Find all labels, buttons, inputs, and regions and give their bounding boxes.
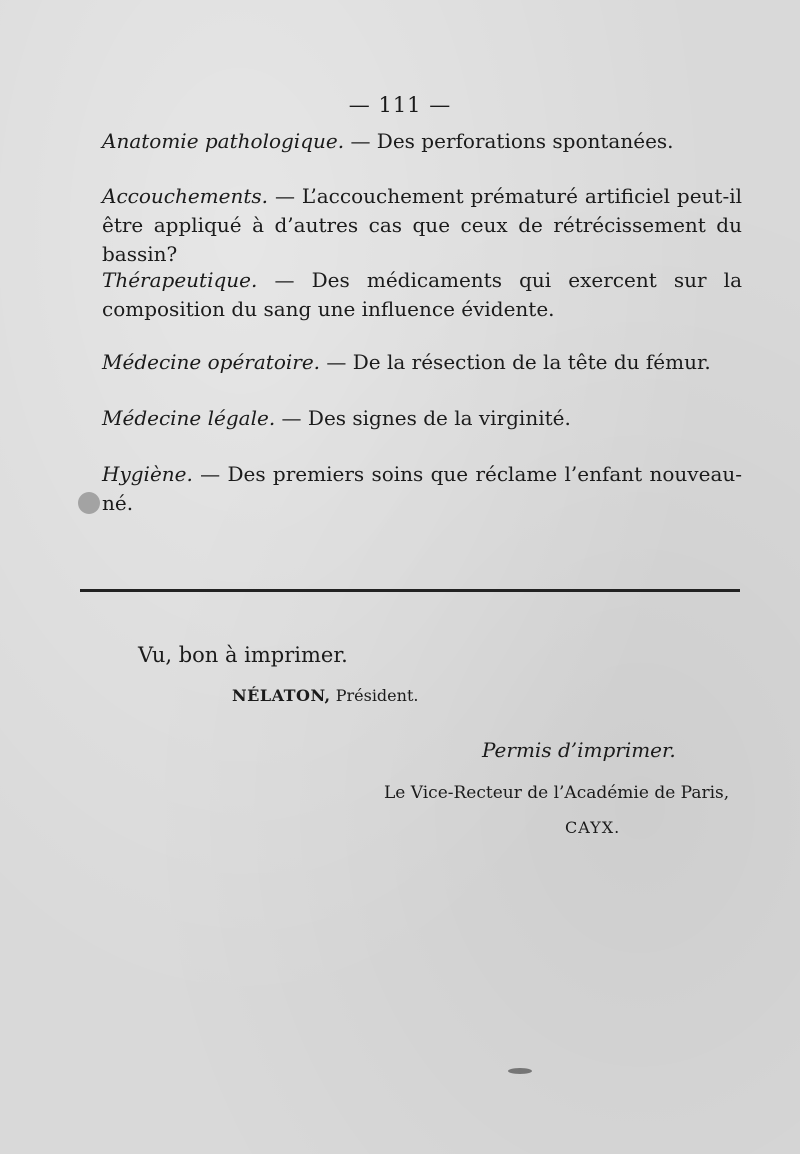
- entry-therapeutique: [78, 266, 742, 324]
- entry-medecine-operatoire: [78, 348, 742, 377]
- president-name: NÉLATON,: [232, 686, 331, 705]
- entry-medecine-legale: [78, 404, 742, 433]
- entry-text: — Des premiers soins que réclame l’enfant nouveau-né.: [102, 462, 742, 515]
- entry-topic: Accouchements.: [102, 184, 269, 208]
- horizontal-rule: [80, 589, 740, 592]
- page-number: — 111 —: [348, 93, 452, 117]
- entry-text: — Des perforations spontanées.: [350, 129, 674, 153]
- entry-topic: Hygiène.: [102, 462, 193, 486]
- entry-accouchements: [78, 182, 742, 269]
- approval-line: Vu, bon à imprimer.: [138, 643, 348, 667]
- entry-topic: Médecine opératoire.: [102, 350, 321, 374]
- entry-anatomie: [78, 127, 742, 156]
- permission-line: Permis d’imprimer.: [482, 738, 676, 762]
- entry-topic: Thérapeutique.: [102, 268, 258, 292]
- president-signature: [232, 686, 418, 705]
- vice-recteur-line: Le Vice-Recteur de l’Académie de Paris,: [384, 783, 730, 803]
- president-title: Président.: [335, 686, 419, 705]
- entry-hygiene: [78, 460, 742, 518]
- entry-topic: Anatomie pathologique.: [102, 129, 345, 153]
- entry-text: — De la résection de la tête du fémur.: [326, 350, 711, 374]
- recteur-signature: CAYX.: [565, 818, 621, 837]
- entry-text: — L’accouchement prématuré artificiel peut-il être appliqué à d’autres cas que ceux de rétrécissement du bassin?: [102, 184, 742, 266]
- entry-topic: Médecine légale.: [102, 406, 276, 430]
- entry-text: — Des médicaments qui exercent sur la composition du sang une influence évidente.: [102, 268, 742, 321]
- ink-mark: [508, 1068, 532, 1074]
- ink-stain: [78, 492, 100, 514]
- entry-text: — Des signes de la virginité.: [281, 406, 571, 430]
